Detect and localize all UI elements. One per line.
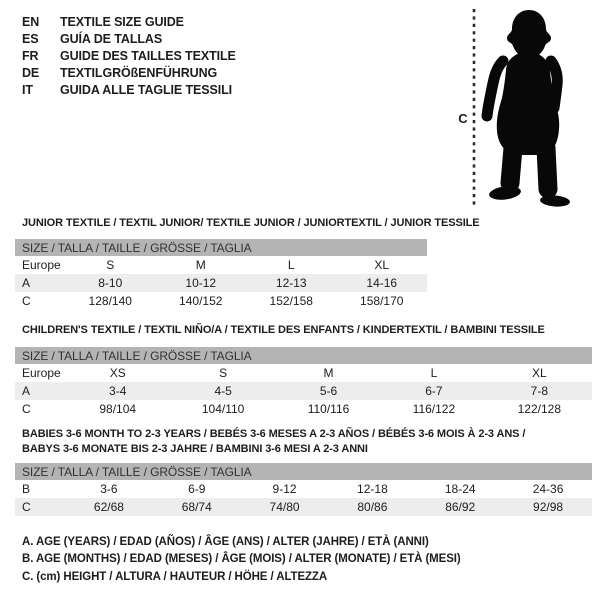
row-label: C bbox=[22, 402, 31, 416]
row-label: A bbox=[22, 276, 31, 290]
language-code: IT bbox=[22, 82, 33, 97]
baby-height-figure bbox=[455, 4, 600, 210]
row-label: Europe bbox=[22, 258, 61, 272]
size-cell: M bbox=[323, 366, 334, 380]
size-header-label: SIZE / TALLA / TAILLE / GRÖSSE / TAGLIA bbox=[22, 240, 252, 255]
size-cell: 92/98 bbox=[533, 500, 564, 514]
size-cell: 80/86 bbox=[357, 500, 388, 514]
table-title bbox=[15, 216, 480, 231]
size-cell: 12-13 bbox=[275, 276, 307, 290]
table-row-c bbox=[15, 292, 427, 310]
size-cell: XS bbox=[109, 366, 126, 380]
language-row-es bbox=[22, 30, 236, 47]
row-label: Europe bbox=[22, 366, 61, 380]
size-table-children bbox=[15, 347, 592, 418]
language-code: ES bbox=[22, 31, 39, 46]
language-code: DE bbox=[22, 65, 40, 80]
baby-right-leg bbox=[546, 148, 548, 189]
size-cell: 6-9 bbox=[188, 482, 206, 496]
size-cell: 98/104 bbox=[99, 402, 137, 416]
language-row-it bbox=[22, 81, 236, 98]
footnote-line-a: A. AGE (YEARS) / EDAD (AÑOS) / ÂGE (ANS) / ALTER (JAHRE) / ETÀ (ANNI) bbox=[22, 536, 429, 548]
table-row-b bbox=[15, 480, 592, 498]
table-rows bbox=[15, 256, 427, 310]
table-title-line: CHILDREN'S TEXTILE / TEXTIL NIÑO/A / TEXTILE DES ENFANTS / KINDERTEXTIL / BAMBINI TESSILE bbox=[22, 324, 545, 336]
language-title: TEXTILGRÖßENFÜHRUNG bbox=[60, 65, 218, 80]
size-cell: 104/110 bbox=[201, 402, 245, 416]
size-cell: 62/68 bbox=[93, 500, 124, 514]
size-cell: S bbox=[106, 258, 115, 272]
size-cell: 24-36 bbox=[532, 482, 564, 496]
size-table-babies bbox=[15, 463, 592, 516]
size-cell: 12-18 bbox=[357, 482, 388, 496]
language-row-en bbox=[22, 13, 236, 30]
size-cell: 110/116 bbox=[307, 402, 350, 416]
size-cell: XL bbox=[531, 366, 547, 380]
size-header-bar bbox=[15, 239, 427, 256]
language-title: TEXTILE SIZE GUIDE bbox=[60, 14, 184, 29]
row-label: C bbox=[22, 500, 31, 514]
table-title-line: JUNIOR TEXTILE / TEXTIL JUNIOR/ TEXTILE JUNIOR / JUNIORTEXTIL / JUNIOR TESSILE bbox=[22, 217, 480, 229]
table-rows bbox=[15, 480, 592, 516]
size-cell: 152/158 bbox=[269, 294, 313, 308]
footnote-line-b: B. AGE (MONTHS) / EDAD (MESES) / ÂGE (MOIS) / ALTER (MONATE) / ETÀ (MESI) bbox=[22, 553, 461, 566]
size-header-bar bbox=[15, 463, 592, 480]
height-label: C bbox=[458, 111, 468, 126]
table-row-a bbox=[15, 274, 427, 292]
table-row-europe bbox=[15, 256, 427, 274]
size-cell: 128/140 bbox=[88, 294, 132, 308]
size-cell: 68/74 bbox=[181, 500, 212, 514]
size-cell: 3-6 bbox=[100, 482, 118, 496]
table-row-c bbox=[15, 498, 592, 516]
size-table-junior bbox=[15, 239, 427, 310]
language-code: EN bbox=[22, 14, 40, 29]
size-cell: 9-12 bbox=[272, 482, 297, 496]
section-babies-textile bbox=[15, 427, 592, 516]
size-cell: 86/92 bbox=[445, 500, 476, 514]
language-list bbox=[22, 13, 236, 98]
size-cell: 116/122 bbox=[412, 402, 456, 416]
table-row-c bbox=[15, 400, 592, 418]
table-title bbox=[15, 427, 592, 457]
size-cell: 7-8 bbox=[530, 384, 548, 398]
size-cell: M bbox=[195, 258, 206, 272]
section-childrens-textile bbox=[15, 323, 592, 418]
size-cell: 158/170 bbox=[360, 294, 404, 308]
size-cell: 3-4 bbox=[109, 384, 127, 398]
size-cell: 14-16 bbox=[366, 276, 398, 290]
size-header-label: SIZE / TALLA / TAILLE / GRÖSSE / TAGLIA bbox=[22, 348, 252, 363]
size-header-label: SIZE / TALLA / TAILLE / GRÖSSE / TAGLIA bbox=[22, 464, 252, 479]
table-row-a bbox=[15, 382, 592, 400]
size-cell: 6-7 bbox=[425, 384, 443, 398]
footnotes bbox=[22, 536, 461, 588]
table-rows bbox=[15, 364, 592, 418]
section-junior-textile bbox=[15, 216, 480, 310]
size-cell: 8-10 bbox=[98, 276, 123, 290]
language-title: GUIDA ALLE TAGLIE TESSILI bbox=[60, 82, 233, 97]
size-cell: 18-24 bbox=[444, 482, 476, 496]
size-header-bar bbox=[15, 347, 592, 364]
baby-head bbox=[507, 10, 551, 58]
language-code: FR bbox=[22, 48, 39, 63]
size-cell: S bbox=[219, 366, 228, 380]
language-row-fr bbox=[22, 47, 236, 64]
size-cell: 122/128 bbox=[517, 402, 562, 416]
size-cell: 4-5 bbox=[214, 384, 232, 398]
row-label: B bbox=[22, 482, 31, 496]
table-title bbox=[15, 323, 592, 338]
size-cell: L bbox=[430, 366, 438, 380]
baby-silhouette-icon bbox=[487, 10, 570, 208]
baby-left-leg bbox=[510, 148, 513, 183]
table-title-line: BABYS 3-6 MONATE BIS 2-3 JAHRE / BAMBINI 3-6 MESI A 2-3 ANNI bbox=[22, 443, 368, 455]
table-title-line: BABIES 3-6 MONTH TO 2-3 YEARS / BEBÉS 3-6 MESES A 2-3 AÑOS / BÉBÉS 3-6 MOIS À 2-3 ANS / bbox=[22, 428, 526, 440]
language-title: GUIDE DES TAILLES TEXTILE bbox=[60, 48, 236, 63]
size-cell: 140/152 bbox=[179, 294, 223, 308]
baby-right-arm bbox=[551, 61, 557, 108]
row-label: C bbox=[22, 294, 31, 308]
size-cell: XL bbox=[374, 258, 390, 272]
table-row-europe bbox=[15, 364, 592, 382]
size-cell: 74/80 bbox=[269, 500, 300, 514]
row-label: A bbox=[22, 384, 31, 398]
size-cell: 5-6 bbox=[319, 384, 338, 398]
language-row-de bbox=[22, 64, 236, 81]
language-title: GUÍA DE TALLAS bbox=[60, 31, 163, 46]
footnote-line-c: C. (cm) HEIGHT / ALTURA / HAUTEUR / HÖHE / ALTEZZA bbox=[22, 570, 328, 583]
size-cell: 10-12 bbox=[185, 276, 217, 290]
size-cell: L bbox=[287, 258, 295, 272]
